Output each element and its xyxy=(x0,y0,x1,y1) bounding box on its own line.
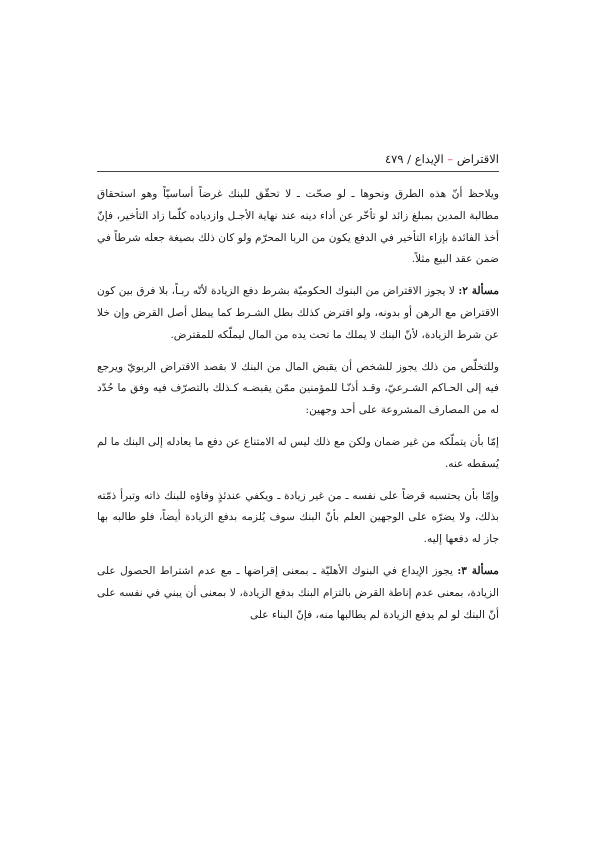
masala-label: مسألة ٣: xyxy=(457,564,499,577)
paragraph-text: لا يجوز الاقتراض من البنوك الحكوميّة بشرط دفع الزيادة لأنّه ربـاً، بلا فرق بين كون الاقتراض مع الرهن أو بدونه، ولو اقترض كذلك بطل الشـرط كما يبطل أصل القرض وإن خلا عن شرط الزيادة، لأنّ البنك لا يملك ما تحت يده من المال ليملّكه للمقترض. xyxy=(97,285,499,341)
running-header xyxy=(97,151,499,172)
header-title-part2: الإيداع xyxy=(414,152,444,166)
page-body xyxy=(97,184,499,636)
paragraph-masala-3 xyxy=(97,561,499,626)
header-title-part1: الاقتراض xyxy=(456,152,499,166)
masala-label: مسألة ٢: xyxy=(458,285,499,298)
paragraph-text: يجوز الإيداع في البنوك الأهليّة ـ بمعنى إقراضها ـ مع عدم اشتراط الحصول على الزيادة، بمعنى عدم إناطة القرض بالتزام البنك بدفع الزيادة، لا بمعنى أن يبني في نفسه على أنّ البنك لو لم يدفع الزيادة لم يطالبها منه، فإنّ البناء على xyxy=(97,564,499,621)
paragraph-1 xyxy=(97,184,499,271)
header-separator: – xyxy=(447,152,454,166)
paragraph-text: ويلاحظ أنّ هذه الطرق ونحوها ـ لو صحّت ـ لا تحقّق للبنك غرضاً أساسيّاً وهو استحقاق مطالبة المدين بمبلغ زائد لو تأخّر عن أداء دينه عند نهاية الأجـل وازدياده كلّما زاد التأخير، فإنّ أخذ الفائدة بإزاء التأخير في الدفع يكون من الربا المحرّم ولو كان ذلك بصيغة جعله شرطاً في ضمن عقد البيع مثلاً. xyxy=(97,188,499,266)
paragraph-masala-2 xyxy=(97,281,499,346)
header-page-number: / ٤٧٩ xyxy=(384,152,412,166)
paragraph-text: وإمّا بأن يحتسبه قرضاً على نفسه ـ من غير زيادة ـ ويكفي عندئذٍ وفاؤه للبنك ذاته وتبرأ ذمّته بذلك، ولا يضرّه على الوجهين العلم بأنّ البنك سوف يُلزمه بدفع الزيادة أيضاً، فلو طالبه بها جاز له دفعها إليه. xyxy=(97,489,499,546)
paragraph-4 xyxy=(97,432,499,476)
paragraph-text: إمّا بأن يتملّكه من غير ضمان ولكن مع ذلك ليس له الامتناع عن دفع ما يعادله إلى البنك ما لم يُسقطه عنه. xyxy=(97,435,499,470)
paragraph-text: وللتخلّص من ذلك يجوز للشخص أن يقبض المال من البنك لا بقصد الاقتراض الربويّ ويرجع فيه إلى الحـاكم الشـرعيّ، وقـد أذنّـا للمؤمنين ممّن يقبضـه كـذلك بالتصرّف فيه وفق ما حُدّد له من المصارف المشروعة على أحد وجهين: xyxy=(97,360,499,417)
paragraph-3 xyxy=(97,357,499,422)
paragraph-5 xyxy=(97,486,499,551)
